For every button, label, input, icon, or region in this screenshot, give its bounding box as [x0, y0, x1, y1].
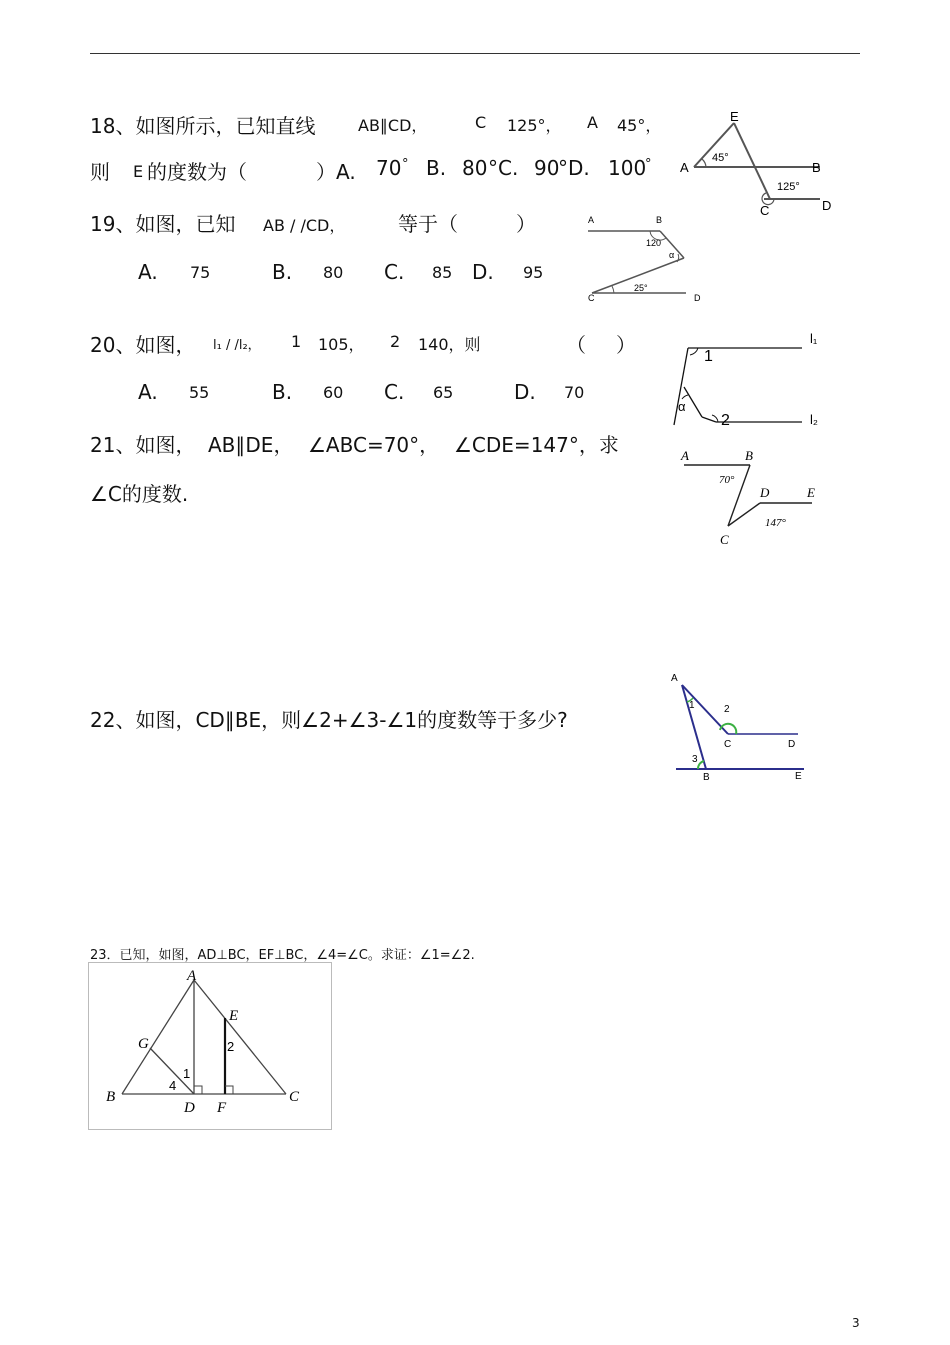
- q20-option-d-value: 70: [564, 383, 585, 402]
- q18-label-e: E: [730, 109, 739, 124]
- q19-angle-25: 25°: [634, 283, 648, 293]
- q18-line-ec: [734, 123, 770, 199]
- q20-intro: 20、如图，: [90, 333, 196, 357]
- q18-arc-a: [702, 159, 706, 167]
- q18-label-c: C: [760, 203, 770, 218]
- q20-angle-2-label: 2: [390, 332, 401, 351]
- q18-option-a-deg: °: [402, 157, 409, 172]
- q19-option-d-value: 95: [523, 263, 544, 282]
- q18-angle-c-value: 125°，: [507, 116, 562, 135]
- q18-angle-125: 125°: [777, 181, 800, 193]
- q18-option-a-label: ）A.: [316, 160, 356, 184]
- q20-label-1: 1: [704, 348, 713, 365]
- q19-option-a-label: A.: [138, 260, 158, 284]
- q20-parallel: l₁ / /l₂，: [213, 338, 261, 353]
- q20-line-bend-2: [702, 417, 716, 422]
- q20-label-l1: l₁: [810, 331, 818, 346]
- q20-paren-open: （: [566, 333, 586, 357]
- q23-text: 23．已知，如图，AD⊥BC，EF⊥BC，∠4=∠C。求证：∠1=∠2.: [90, 948, 475, 963]
- q19-parallel: AB / /CD，: [263, 216, 346, 235]
- q20-label-2: 2: [721, 412, 730, 429]
- q19-option-b-label: B.: [272, 260, 293, 284]
- q18-label-b: B: [812, 160, 821, 175]
- q21-figure: [672, 444, 822, 549]
- q22-text: 22、如图，CD∥BE，则∠2+∠3-∠1的度数等于多少?: [90, 708, 568, 732]
- q22-label-b: B: [703, 772, 710, 783]
- q18-option-b-value: 80: [462, 156, 488, 180]
- q18-label-a: A: [680, 160, 689, 175]
- q20-option-a-label: A.: [138, 380, 158, 404]
- q18-option-c-label: °C.: [488, 156, 519, 180]
- q19-option-b-value: 80: [323, 263, 344, 282]
- q23-label-b: B: [106, 1089, 116, 1105]
- q22-label-c: C: [724, 739, 732, 750]
- q23-figure: [88, 962, 333, 1132]
- q19-label-b: B: [656, 215, 663, 225]
- page-number: 3: [852, 1316, 860, 1330]
- q23-right-angle-f: [225, 1086, 233, 1094]
- q22-figure: [662, 668, 812, 786]
- q18-angle-c-label: C: [475, 113, 487, 132]
- q21-ask: ∠C的度数.: [90, 482, 189, 506]
- q22-label-a: A: [671, 673, 678, 684]
- q18-then: 则: [90, 160, 110, 184]
- q20-option-c-label: C.: [384, 380, 405, 404]
- q18-option-c-value: 90: [534, 156, 560, 180]
- q18-option-d-deg: °: [645, 157, 652, 172]
- q18-intro: 18、如图所示，已知直线: [90, 114, 316, 138]
- q23-label-4: 4: [169, 1078, 177, 1093]
- q19-intro: 19、如图，已知: [90, 212, 236, 236]
- q19-label-a: A: [588, 215, 595, 225]
- q23-label-g: G: [138, 1036, 149, 1052]
- q19-angle-120: 120: [646, 238, 662, 248]
- q18-figure: [670, 105, 840, 220]
- q23-label-c: C: [289, 1089, 300, 1105]
- q20-label-alpha: α: [678, 399, 686, 414]
- q23-label-d: D: [184, 1100, 195, 1116]
- q20-line-bend-1: [684, 387, 702, 417]
- q21-angle-147: 147°: [765, 517, 786, 529]
- q18-angle-a-label: A: [587, 113, 598, 132]
- q19-figure: [582, 210, 712, 305]
- q23-right-angle-d: [194, 1086, 202, 1094]
- q18-option-a-value: 70: [376, 156, 402, 180]
- q20-figure: [668, 325, 838, 430]
- q22-label-1: 1: [689, 700, 695, 711]
- q19-label-c: C: [588, 293, 595, 303]
- q21-intro: 21、如图，: [90, 433, 196, 457]
- q22-label-2: 2: [724, 704, 730, 715]
- q21-label-e: E: [807, 485, 815, 500]
- q22-label-3: 3: [692, 754, 698, 765]
- q18-angle-a-value: 45°，: [617, 116, 662, 135]
- q20-angle-2-value: 140，则: [418, 335, 481, 354]
- q20-option-d-label: D.: [514, 380, 536, 404]
- q20-option-c-value: 65: [433, 383, 454, 402]
- q19-option-a-value: 75: [190, 263, 211, 282]
- q19-ask: 等于（: [398, 212, 458, 236]
- q19-ask-close: ）: [516, 212, 536, 236]
- q19-option-c-value: 85: [432, 263, 453, 282]
- q21-angle-70: 70°: [719, 474, 735, 486]
- q18-label-d: D: [822, 198, 832, 213]
- q19-arc-c: [612, 286, 614, 293]
- q20-option-b-label: B.: [272, 380, 293, 404]
- q20-option-a-value: 55: [189, 383, 210, 402]
- q20-paren-close: ）: [616, 333, 636, 357]
- q23-label-a: A: [187, 968, 197, 984]
- q18-ask: 的度数为（: [147, 160, 247, 184]
- q22-arc-3: [698, 761, 704, 769]
- q20-option-b-value: 60: [323, 383, 344, 402]
- q18-parallel: AB∥CD，: [358, 116, 428, 135]
- q18-option-d-label: °D.: [558, 156, 590, 180]
- q21-label-c: C: [720, 532, 729, 547]
- q21-angle-cde: ∠CDE=147°，求: [454, 433, 619, 457]
- q23-line-ac: [194, 980, 286, 1094]
- q18-angle-e-label: E: [133, 162, 144, 181]
- q18-angle-45: 45°: [712, 152, 729, 164]
- q20-angle-1-value: 105，: [318, 335, 365, 354]
- q22-label-d: D: [788, 739, 796, 750]
- q19-option-d-label: D.: [472, 260, 494, 284]
- q22-label-e: E: [795, 771, 802, 782]
- q19-option-c-label: C.: [384, 260, 405, 284]
- q20-angle-1-label: 1: [291, 332, 302, 351]
- q21-parallel: AB∥DE，: [208, 433, 294, 457]
- q19-label-d: D: [694, 293, 701, 303]
- q23-label-e: E: [229, 1008, 239, 1024]
- q21-angle-abc: ∠ABC=70°，: [308, 433, 440, 457]
- q21-label-b: B: [745, 448, 753, 463]
- q20-arc-1: [690, 348, 698, 355]
- q23-label-2: 2: [227, 1039, 235, 1054]
- q21-label-a: A: [681, 448, 689, 463]
- q18-option-b-label: B.: [426, 156, 447, 180]
- q21-label-d: D: [760, 485, 770, 500]
- q23-label-f: F: [217, 1100, 227, 1116]
- header-rule: [90, 53, 860, 54]
- q20-label-l2: l₂: [810, 412, 818, 427]
- q23-label-1: 1: [183, 1066, 191, 1081]
- q18-option-d-value: 100: [608, 156, 647, 180]
- q19-alpha: α: [669, 250, 675, 260]
